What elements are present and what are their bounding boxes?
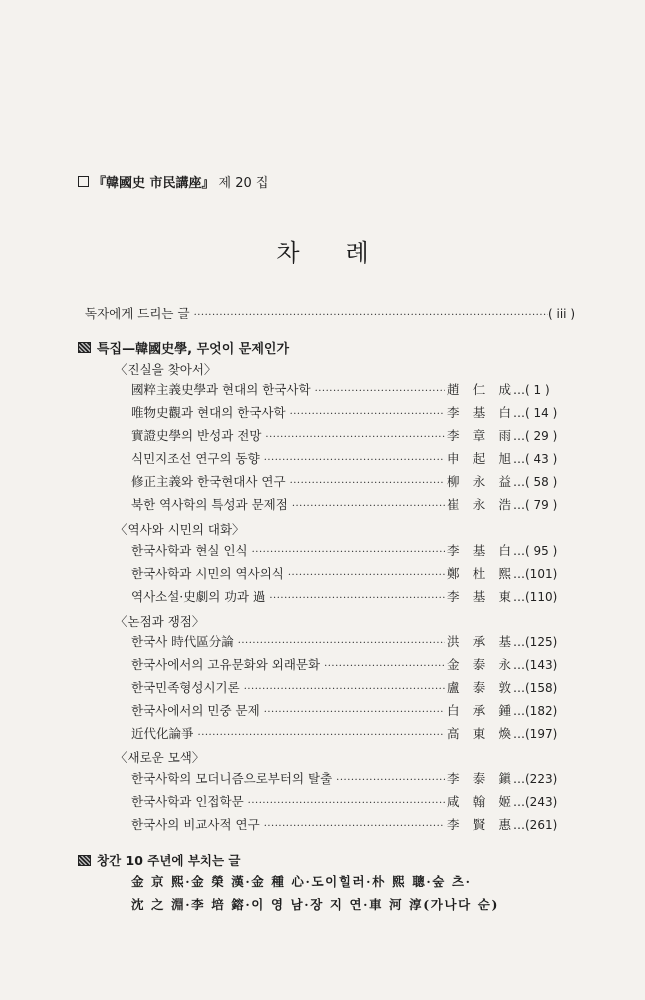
series-title: 『韓國史 市民講座』: [93, 176, 215, 191]
entry-title: 한국사학과 시민의 역사의식: [131, 566, 284, 581]
entry-page: …( 29 ): [513, 429, 558, 443]
dot-leader: [336, 773, 445, 789]
section-heading-anniversary: [78, 851, 240, 869]
entry-page: …( 95 ): [513, 544, 558, 558]
entry-title: 한국사의 비교사적 연구: [131, 817, 260, 832]
dot-leader: [248, 796, 445, 812]
dot-leader: [198, 728, 445, 744]
contributors-line-2: 沈 之 淵·李 培 鎔·이 영 남·장 지 연·車 河 淳(가나다 순): [131, 897, 499, 912]
entry-title: 唯物史觀과 현대의 한국사학: [131, 405, 286, 420]
entry-page: …( 79 ): [513, 498, 558, 512]
entry-page: …( 43 ): [513, 452, 558, 466]
entry-page: …( 1 ): [513, 383, 550, 397]
entry-title: 식민지조선 연구의 동향: [131, 451, 260, 466]
toc-entry[interactable]: [131, 634, 575, 652]
series-number: 제 20 집: [218, 176, 269, 191]
entry-author: 李 賢 惠: [447, 817, 511, 832]
toc-entry[interactable]: [131, 771, 575, 789]
dot-leader: [244, 682, 445, 698]
toc-entry[interactable]: [131, 703, 575, 721]
entry-title: 實證史學의 반성과 전망: [131, 428, 262, 443]
dot-leader: [264, 819, 445, 835]
dot-leader: [264, 453, 445, 469]
entry-author: 白 承 鍾: [447, 703, 511, 718]
entry-page: …(182): [513, 704, 558, 718]
toc-entry[interactable]: [131, 451, 575, 469]
dot-leader: [290, 476, 445, 492]
entry-title: 修正主義와 한국현대사 연구: [131, 474, 286, 489]
dot-leader: [238, 636, 445, 652]
entry-page: …(223): [513, 772, 558, 786]
entry-title: 한국사학과 인접학문: [131, 794, 244, 809]
toc-entry[interactable]: [131, 543, 575, 561]
entry-author: 李 基 東: [447, 589, 511, 604]
toc-entry[interactable]: [131, 382, 575, 400]
group-heading: 〈논점과 쟁점〉: [115, 614, 205, 629]
dot-leader: [264, 705, 445, 721]
group-heading: 〈진실을 찾아서〉: [115, 362, 217, 377]
dot-leader: [269, 591, 445, 607]
entry-page: …(243): [513, 795, 558, 809]
checkbox-square-icon: [78, 176, 89, 187]
entry-title: 한국사에서의 고유문화와 외래문화: [131, 657, 321, 672]
title-char-2: 례: [345, 239, 369, 267]
entry-author: 鄭 杜 熙: [447, 566, 511, 581]
entry-title: 한국사에서의 민중 문제: [131, 703, 260, 718]
toc-entry-preface[interactable]: [85, 306, 575, 324]
entry-title: 近代化論爭: [131, 726, 194, 741]
entry-author: 李 基 白: [447, 543, 511, 558]
section-marker-icon: [78, 342, 91, 353]
entry-author: 李 章 雨: [447, 428, 511, 443]
entry-page: …(197): [513, 727, 558, 741]
entry-title: 한국민족형성시기론: [131, 680, 240, 695]
toc-entry[interactable]: [131, 589, 575, 607]
entry-author: 咸 翰 姬: [447, 794, 511, 809]
entry-page: …(143): [513, 658, 558, 672]
group-heading: 〈역사와 시민의 대화〉: [115, 522, 245, 537]
entry-title: 북한 역사학의 특성과 문제점: [131, 497, 288, 512]
section-title: 창간 10 주년에 부치는 글: [97, 853, 241, 868]
entry-author: 盧 泰 敦: [447, 680, 511, 695]
section-title: 특집—韓國史學, 무엇이 문제인가: [97, 342, 290, 357]
entry-title: 한국사 時代區分論: [131, 634, 234, 649]
toc-entry[interactable]: [131, 794, 575, 812]
entry-title: 역사소설·史劇의 功과 過: [131, 589, 266, 604]
entry-author: 洪 承 基: [447, 634, 511, 649]
toc-entry[interactable]: [131, 405, 575, 423]
dot-leader: [194, 308, 548, 324]
entry-page: …(110): [513, 590, 558, 604]
dot-leader: [290, 407, 445, 423]
dot-leader: [324, 659, 445, 675]
section-heading-special: [78, 338, 289, 357]
entry-page: …(125): [513, 635, 558, 649]
entry-author: 柳 永 益: [447, 474, 511, 489]
section-marker-icon: [78, 855, 91, 866]
toc-entry[interactable]: [131, 657, 575, 675]
entry-author: 申 起 旭: [447, 451, 511, 466]
entry-title: 한국사학과 현실 인식: [131, 543, 248, 558]
dot-leader: [315, 384, 445, 400]
entry-author: 趙 仁 成: [447, 382, 511, 397]
toc-entry[interactable]: [131, 726, 575, 744]
entry-title: 독자에게 드리는 글: [85, 306, 190, 321]
contributors-line-1: 金 京 熙·金 榮 漢·金 種 心·도이힐러·朴 熙 聰·숲 츠·: [131, 874, 472, 889]
series-header: [78, 172, 268, 191]
dot-leader: [288, 568, 445, 584]
entry-title: 國粹主義史學과 현대의 한국사학: [131, 382, 311, 397]
entry-author: 高 東 煥: [447, 726, 511, 741]
toc-entry[interactable]: [131, 566, 575, 584]
toc-entry[interactable]: [131, 428, 575, 446]
entry-page: …(101): [513, 567, 558, 581]
entry-title: 한국사학의 모더니즘으로부터의 탈출: [131, 771, 333, 786]
entry-author: 李 泰 鎭: [447, 771, 511, 786]
entry-author: 李 基 白: [447, 405, 511, 420]
toc-entry[interactable]: [131, 680, 575, 698]
group-heading: 〈새로운 모색〉: [115, 750, 205, 765]
entry-page: …( 58 ): [513, 475, 558, 489]
toc-entry[interactable]: [131, 817, 575, 835]
entry-page: …( 14 ): [513, 406, 558, 420]
entry-author: 崔 永 浩: [447, 497, 511, 512]
dot-leader: [265, 430, 445, 446]
toc-entry[interactable]: [131, 497, 575, 515]
entry-page: …(261): [513, 818, 558, 832]
dot-leader: [252, 545, 445, 561]
toc-entry[interactable]: [131, 474, 575, 492]
dot-leader: [292, 499, 445, 515]
title-char-1: 차: [276, 239, 300, 267]
entry-page: …(158): [513, 681, 558, 695]
entry-author: 金 泰 永: [447, 657, 511, 672]
entry-page: ( iii ): [548, 307, 575, 321]
page-title: [0, 233, 645, 268]
